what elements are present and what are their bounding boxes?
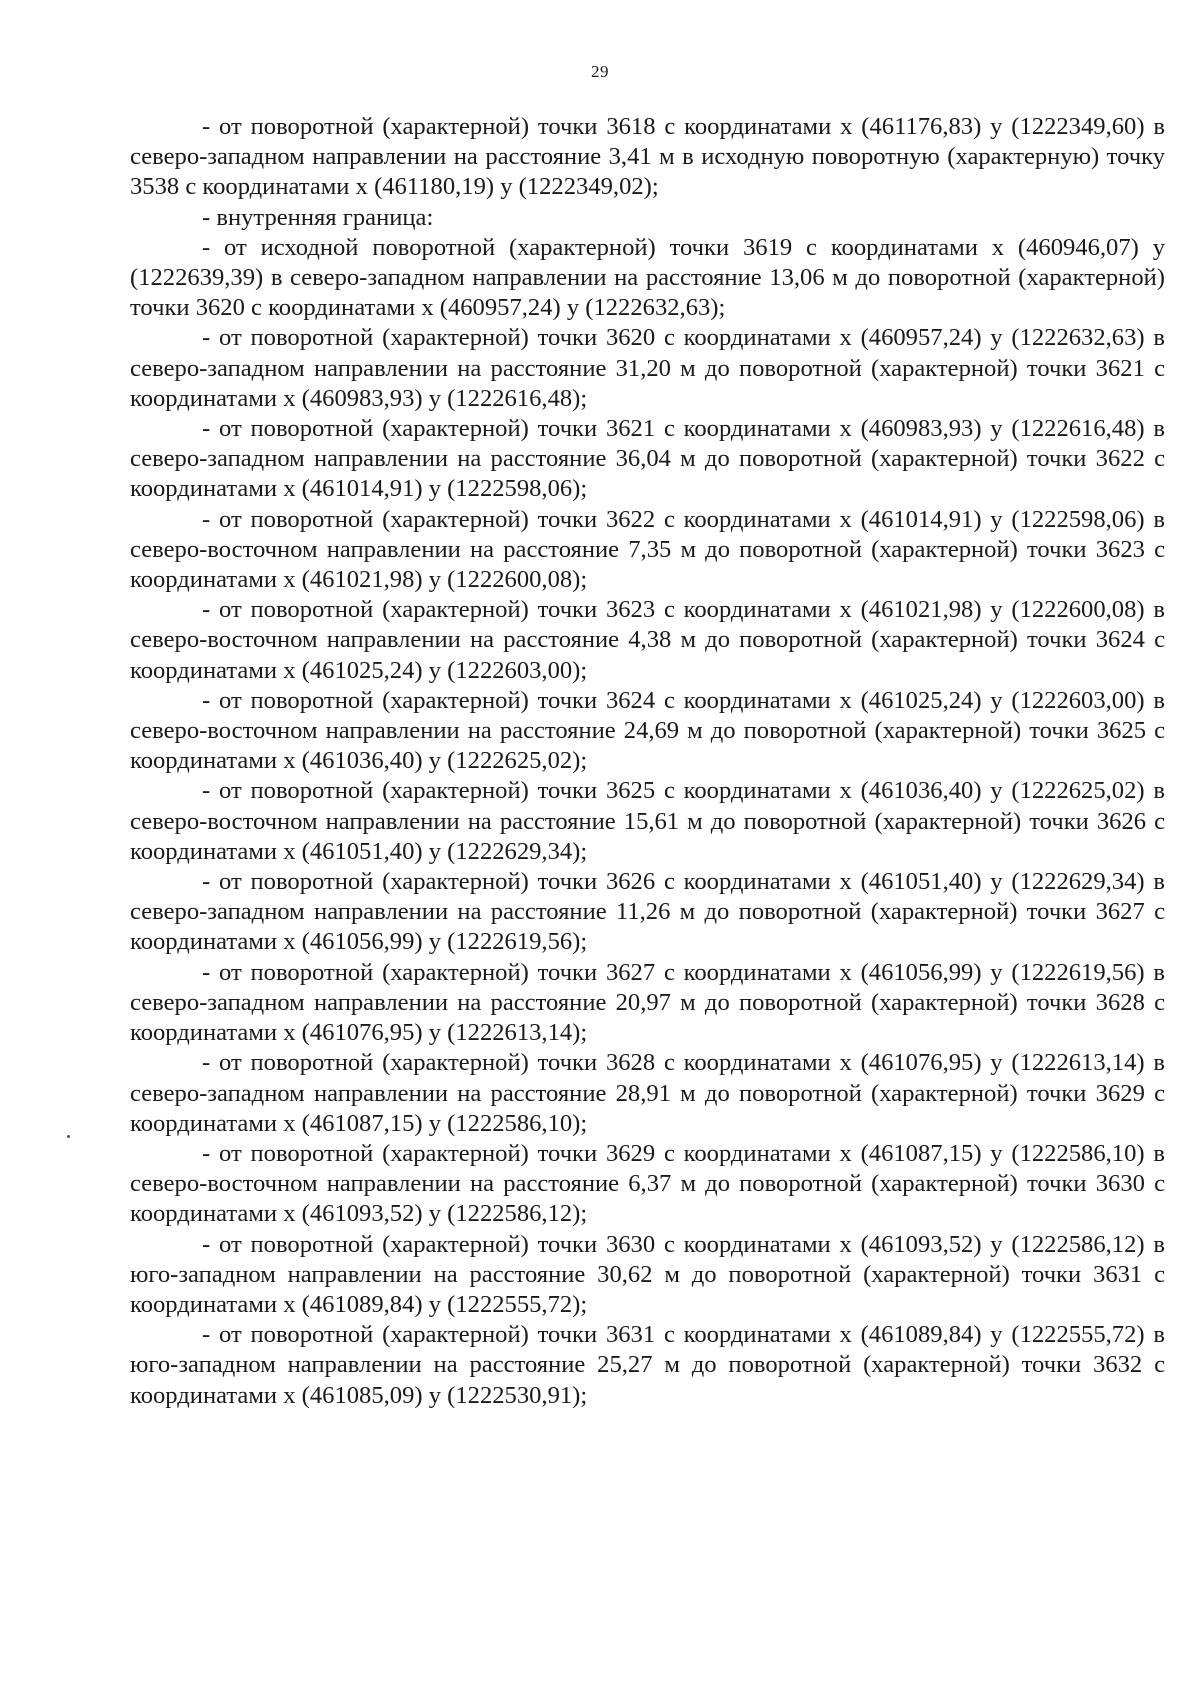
- boundary-segment-paragraph: - от поворотной (характерной) точки 3625 с координатами х (461036,40) у (1222625,02) в северо-восточном направлении на расстояние 15,61 м до поворотной (характерной) точки 3626 с координатами х (461051,40) у (1222629,34);: [130, 777, 1165, 865]
- inner-boundary-heading: - внутренняя граница:: [202, 203, 434, 231]
- boundary-segment-paragraph: - от исходной поворотной (характерной) точки 3619 с координатами х (460946,07) у (1222639,39) в северо-западном направлении на расстояние 13,06 м до поворотной (характерной) точки 3620 с координатами х (460957,24) у (1222632,63);: [130, 233, 1165, 322]
- boundary-segment-paragraph: - от поворотной (характерной) точки 3620 с координатами х (460957,24) у (1222632,63) в северо-западном направлении на расстояние 31,20 м до поворотной (характерной) точки 3621 с координатами х (460983,93) у (1222616,48);: [130, 324, 1165, 412]
- boundary-segment-paragraph: - от поворотной (характерной) точки 3626 с координатами х (461051,40) у (1222629,34) в северо-западном направлении на расстояние 11,26 м до поворотной (характерной) точки 3627 с координатами х (461056,99) у (1222619,56);: [130, 868, 1165, 956]
- boundary-segment-paragraph: - от поворотной (характерной) точки 3631 с координатами х (461089,84) у (1222555,72) в юго-западном направлении на расстояние 25,27 м до поворотной (характерной) точки 3632 с координатами х (461085,09) у (1222530,91);: [130, 1321, 1165, 1409]
- boundary-segment-paragraph: - от поворотной (характерной) точки 3618 с координатами х (461176,83) у (1222349,60) в северо-западном направлении на расстояние 3,41 м в исходную поворотную (характерную) точку 3538 с координатами х (461180,19) у (1222349,02);: [130, 113, 1165, 201]
- boundary-segment-paragraph: - от поворотной (характерной) точки 3627 с координатами х (461056,99) у (1222619,56) в северо-западном направлении на расстояние 20,97 м до поворотной (характерной) точки 3628 с координатами х (461076,95) у (1222613,14);: [130, 958, 1165, 1047]
- boundary-segment-paragraph: - от поворотной (характерной) точки 3623 с координатами х (461021,98) у (1222600,08) в северо-восточном направлении на расстояние 4,38 м до поворотной (характерной) точки 3624 с координатами х (461025,24) у (1222603,00);: [130, 596, 1165, 684]
- boundary-segment-paragraph: - от поворотной (характерной) точки 3622 с координатами х (461014,91) у (1222598,06) в северо-восточном направлении на расстояние 7,35 м до поворотной (характерной) точки 3623 с координатами х (461021,98) у (1222600,08);: [130, 505, 1165, 594]
- boundary-segment-paragraph: - от поворотной (характерной) точки 3629 с координатами х (461087,15) у (1222586,10) в северо-восточном направлении на расстояние 6,37 м до поворотной (характерной) точки 3630 с координатами х (461093,52) у (1222586,12);: [130, 1139, 1165, 1228]
- document-body: [130, 112, 1165, 1411]
- scan-speck: [67, 1135, 70, 1138]
- boundary-segment-paragraph: - от поворотной (характерной) точки 3624 с координатами х (461025,24) у (1222603,00) в северо-восточном направлении на расстояние 24,69 м до поворотной (характерной) точки 3625 с координатами х (461036,40) у (1222625,02);: [130, 686, 1165, 775]
- boundary-segment-paragraph: - от поворотной (характерной) точки 3628 с координатами х (461076,95) у (1222613,14) в северо-западном направлении на расстояние 28,91 м до поворотной (характерной) точки 3629 с координатами х (461087,15) у (1222586,10);: [130, 1049, 1165, 1137]
- page-number: 29: [591, 62, 609, 81]
- boundary-segment-paragraph: - от поворотной (характерной) точки 3621 с координатами х (460983,93) у (1222616,48) в северо-западном направлении на расстояние 36,04 м до поворотной (характерной) точки 3622 с координатами х (461014,91) у (1222598,06);: [130, 415, 1165, 503]
- boundary-segment-paragraph: - от поворотной (характерной) точки 3630 с координатами х (461093,52) у (1222586,12) в юго-западном направлении на расстояние 30,62 м до поворотной (характерной) точки 3631 с координатами х (461089,84) у (1222555,72);: [130, 1230, 1165, 1318]
